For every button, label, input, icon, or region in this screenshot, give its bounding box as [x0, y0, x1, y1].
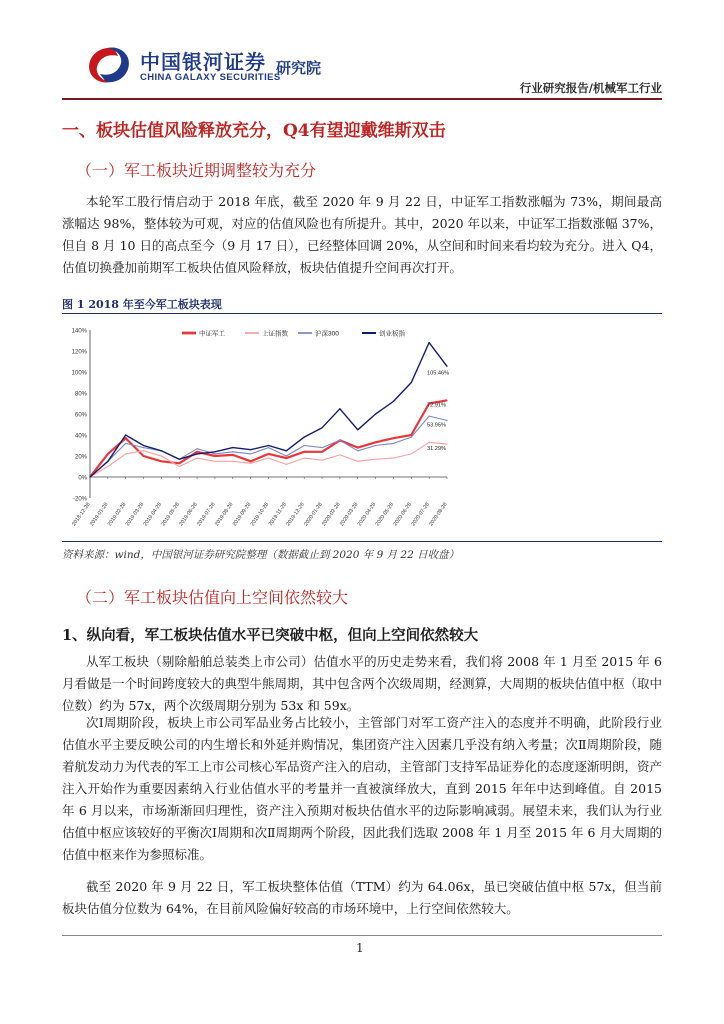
series-point	[268, 447, 269, 448]
figure-caption: 图 1 2018 年至今军工板块表现	[62, 298, 222, 311]
series-point	[179, 459, 180, 460]
series-point	[446, 366, 447, 367]
x-tick-label: 2018-12-28	[71, 501, 92, 528]
footer-divider	[62, 935, 662, 936]
x-tick-label: 2019-12-28	[285, 501, 306, 528]
legend-label: 创业板指	[379, 330, 405, 338]
x-tick-label: 2019-03-28	[124, 501, 146, 528]
x-tick-label: 2019-08-28	[213, 501, 235, 528]
series-point	[197, 453, 198, 454]
series-point	[107, 466, 108, 467]
series-point	[107, 453, 108, 454]
x-tick-label: 2020-02-28	[321, 501, 342, 528]
x-tick-label: 2020-08-28	[428, 501, 449, 528]
series-point	[268, 445, 269, 446]
series-point	[304, 445, 305, 446]
series-point	[161, 461, 162, 462]
series-point	[411, 453, 412, 454]
x-tick-label: 2020-03-28	[338, 501, 360, 528]
series-point	[143, 455, 144, 456]
series-point	[393, 443, 394, 444]
x-tick-label: 2020-04-28	[356, 501, 378, 528]
series-point	[125, 438, 126, 439]
series-point	[446, 444, 447, 445]
end-value-label: 53.95%	[427, 422, 446, 429]
series-point	[357, 447, 358, 448]
y-tick-label: 60%	[74, 412, 87, 419]
header-divider	[62, 98, 662, 100]
company-name-en: CHINA GALAXY SECURITIES	[140, 72, 281, 83]
series-point	[375, 459, 376, 460]
series-point	[197, 458, 198, 459]
series-point	[89, 476, 90, 477]
series-point	[304, 458, 305, 459]
series-point	[143, 445, 144, 446]
legend-label: 中证军工	[199, 330, 225, 338]
series-point	[143, 447, 144, 448]
figure-bottom-rule	[62, 541, 662, 542]
x-tick-label: 2020-01-28	[303, 501, 324, 528]
x-tick-label: 2020-05-28	[374, 501, 396, 528]
x-tick-label: 2019-07-28	[196, 501, 217, 528]
series-point	[286, 458, 287, 459]
series-point	[393, 401, 394, 402]
series-point	[375, 445, 376, 446]
series-point	[339, 440, 340, 441]
series-point	[357, 461, 358, 462]
series-line-3	[90, 416, 447, 477]
series-point	[250, 463, 251, 464]
series-point	[125, 443, 126, 444]
performance-chart	[62, 318, 462, 538]
x-tick-label: 2019-09-28	[231, 501, 253, 528]
y-tick-label: 140%	[71, 328, 87, 335]
series-point	[232, 454, 233, 455]
y-tick-label: 20%	[74, 454, 87, 461]
series-point	[214, 451, 215, 452]
y-tick-label: -20%	[72, 496, 87, 503]
series-point	[125, 434, 126, 435]
y-tick-label: 120%	[71, 349, 87, 356]
series-point	[393, 438, 394, 439]
paragraph-3: 次Ⅰ周期阶段，板块上市公司军品业务占比较小，主管部门对军工资产注入的态度并不明确，此阶段行业估值水平主要反映公司的内生增长和外延并购情况，集团资产注入因素几乎没有纳入考量；次Ⅱ周期阶段，随着航发动力为代表的军工上市公司核心军品资产注入的启动，主管部门支持军品证券化的态度逐渐明朗，资产注入开始作为重要因素纳入行业估值水平的考量并一直被演绎放大，直到 2015 年年中达到峰值。自 2015 年 6 月以来，市场渐渐回归理性，资产注入预期对板块估值水平的边际影响减弱。展望未来，我们认为行业估值中枢应该较好的平衡次Ⅰ周期和次Ⅱ周期两个阶段，因此我们选取 2008 年 1 月至 2015 年 6 月大周期的估值中枢来作为参照标准。	[62, 715, 663, 862]
series-point	[268, 453, 269, 454]
series-point	[446, 420, 447, 421]
series-point	[375, 442, 376, 443]
series-point	[321, 447, 322, 448]
legend-label: 上证指数	[262, 330, 288, 338]
series-point	[197, 448, 198, 449]
series-point	[179, 466, 180, 467]
series-point	[304, 451, 305, 452]
series-point	[429, 442, 430, 443]
section-heading-1: 一、板块估值风险释放充分，Q4有望迎戴维斯双击	[62, 121, 446, 141]
end-value-label: 31.29%	[427, 446, 446, 453]
paragraph-4: 截至 2020 年 9 月 22 日，军工板块整体估值（TTM）约为 64.06x，虽已突破估值中枢 57x，但当前板块估值分位数为 64%，在目前风险偏好较高的市场环境中，上行空间依然较大。	[62, 879, 662, 916]
galaxy-logo-icon	[84, 44, 134, 86]
series-point	[214, 453, 215, 454]
series-point	[125, 453, 126, 454]
series-point	[107, 461, 108, 462]
legend-label: 沪深300	[315, 330, 339, 338]
series-point	[179, 463, 180, 464]
series-point	[429, 416, 430, 417]
y-tick-label: 0%	[78, 475, 87, 482]
institute-label: 研究院	[276, 59, 322, 77]
end-value-label: 72.91%	[427, 402, 446, 409]
x-tick-label: 2019-05-28	[160, 501, 181, 528]
series-point	[339, 408, 340, 409]
paragraph-1: 本轮军工股行情启动于 2018 年底，截至 2020 年 9 月 22 日，中证军工指数涨幅为 73%，期间最高涨幅达 98%，整体较为可观，对应的估值风险也有所提升。其中，2020 年以来，中证军工指数涨幅 37%，但自 8 月 10 日的高点至今（9 月 17 日），已经整体回调 20%，从空间和时间来看均较为充分。进入 Q4，估值切换叠加前期军工板块估值风险释放，板块估值提升空间再次打开。	[62, 194, 662, 275]
page-number: 1	[356, 941, 364, 955]
x-tick-label: 2019-10-28	[249, 501, 271, 528]
series-point	[339, 454, 340, 455]
paragraph-2: 从军工板块（剔除船舶总装类上市公司）估值水平的历史走势来看，我们将 2008 年 1 月至 2015 年 6 月看做是一个时间跨度较大的典型牛熊周期，其中包含两个次级周期，经测算，大周期的板块估值中枢（取中位数）约为 57x，两个次级周期分别为 53x 和 59x。	[62, 654, 663, 713]
series-point	[250, 461, 251, 462]
subsection-heading-2: （二）军工板块估值向上空间依然较大	[76, 588, 349, 607]
series-point	[161, 455, 162, 456]
series-point	[197, 451, 198, 452]
x-tick-label: 2020-06-28	[392, 501, 413, 528]
series-point	[446, 400, 447, 401]
series-point	[250, 449, 251, 450]
x-tick-label: 2020-07-28	[410, 501, 431, 528]
series-point	[214, 461, 215, 462]
x-tick-label: 2019-11-28	[267, 501, 288, 528]
series-point	[393, 458, 394, 459]
series-point	[232, 451, 233, 452]
report-type-label: 行业研究报告/机械军工行业	[519, 81, 662, 95]
y-tick-label: 80%	[74, 391, 87, 398]
y-tick-label: 100%	[71, 370, 87, 377]
series-point	[143, 450, 144, 451]
series-point	[232, 461, 233, 462]
series-point	[286, 450, 287, 451]
series-point	[232, 447, 233, 448]
x-tick-label: 2019-04-28	[142, 501, 164, 528]
series-point	[357, 429, 358, 430]
figure-source: 资料来源：wind，中国银河证券研究院整理（数据截止到 2020 年 9 月 22 日收盘）	[62, 549, 460, 561]
subsection-heading-1: （一）军工板块近期调整较为充分	[76, 161, 317, 180]
series-point	[321, 427, 322, 428]
series-point	[357, 450, 358, 451]
series-point	[375, 413, 376, 414]
series-point	[268, 458, 269, 459]
x-tick-label: 2019-01-28	[89, 501, 110, 528]
series-point	[411, 434, 412, 435]
series-point	[161, 450, 162, 451]
series-point	[321, 460, 322, 461]
x-tick-label: 2019-06-28	[178, 501, 199, 528]
series-point	[321, 451, 322, 452]
company-name-cn: 中国银河证券	[140, 50, 266, 74]
x-tick-label: 2019-02-28	[106, 501, 128, 528]
series-point	[429, 342, 430, 343]
figure-top-rule	[62, 313, 662, 314]
series-point	[286, 464, 287, 465]
series-point	[411, 382, 412, 383]
series-point	[250, 453, 251, 454]
sub-subsection-heading-1: 1、纵向看，军工板块估值水平已突破中枢，但向上空间依然较大	[62, 627, 479, 644]
series-point	[411, 437, 412, 438]
series-point	[214, 455, 215, 456]
series-point	[286, 455, 287, 456]
end-value-label: 105.46%	[427, 370, 450, 377]
y-tick-label: 40%	[74, 433, 87, 440]
series-point	[304, 437, 305, 438]
